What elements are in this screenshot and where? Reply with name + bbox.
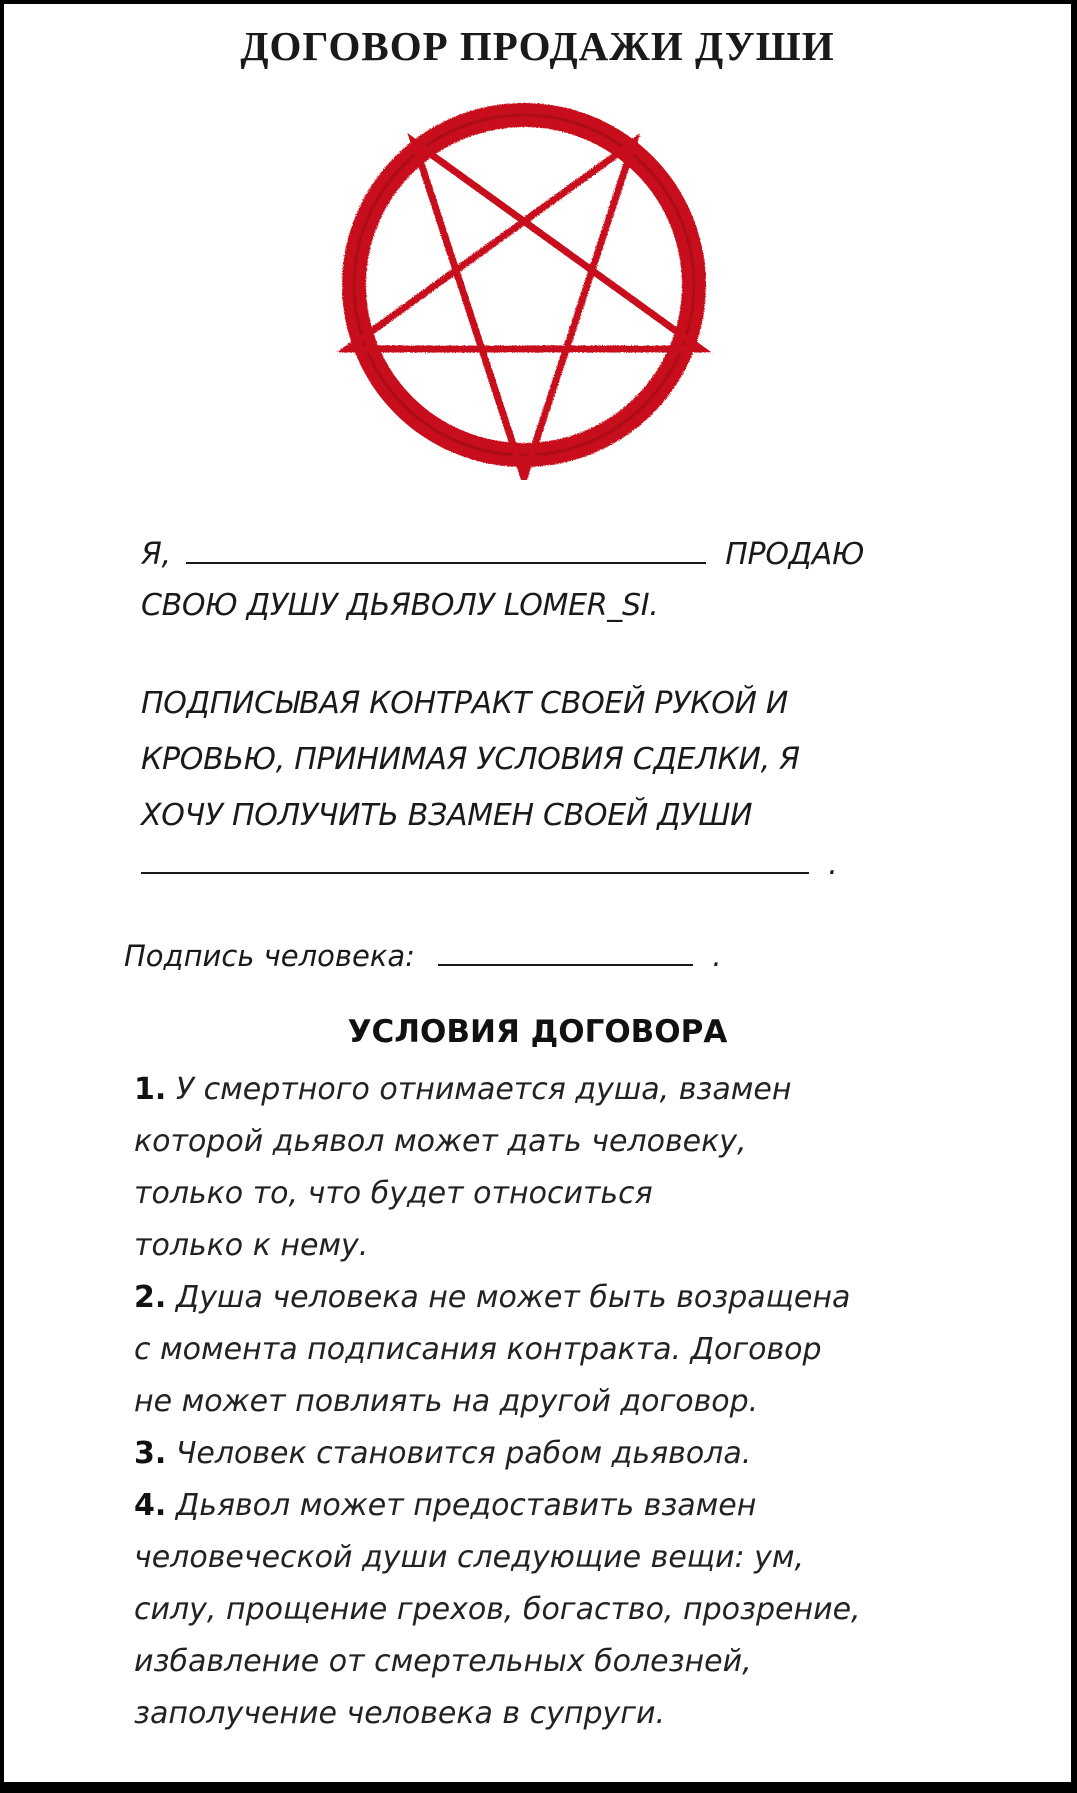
agreement-line: ХОЧУ ПОЛУЧИТЬ ВЗАМЕН СВОЕЙ ДУШИ (141, 798, 753, 833)
signature-blank-line (438, 934, 693, 966)
term-number: 1. (134, 1072, 167, 1107)
declaration-line-2: СВОЮ ДУШУ ДЬЯВОЛУ LOMER_SI. (141, 588, 659, 623)
agreement-line: КРОВЬЮ, ПРИНИМАЯ УСЛОВИЯ СДЕЛКИ, Я (141, 742, 800, 777)
declaration-line-1 (141, 532, 941, 572)
terms-list (134, 1064, 994, 1740)
term-line: только то, что будет относиться (134, 1176, 653, 1211)
pentagram-icon (329, 90, 719, 480)
term-line: с момента подписания контракта. Договор (134, 1332, 822, 1367)
term-item (134, 1064, 994, 1272)
term-number: 2. (134, 1280, 167, 1315)
term-text: У смертного отнимается душа, взамен (175, 1072, 792, 1107)
terms-title: УСЛОВИЯ ДОГОВОРА (347, 1014, 728, 1050)
declaration-suffix: ПРОДАЮ (725, 537, 865, 572)
term-line: только к нему. (134, 1228, 369, 1263)
term-line: человеческой души следующие вещи: ум, (134, 1540, 805, 1575)
agreement-line: ПОДПИСЫВАЯ КОНТРАКТ СВОЕЙ РУКОЙ И (141, 686, 789, 721)
term-line (134, 1272, 994, 1324)
term-line (134, 1480, 994, 1532)
term-text: Дьявол может предоставить взамен (175, 1488, 757, 1523)
document-title: ДОГОВОР ПРОДАЖИ ДУШИ (240, 23, 835, 69)
term-line: заполучение человека в супруги. (134, 1696, 666, 1731)
term-text: Душа человека не может быть возращена (175, 1280, 851, 1315)
term-line (134, 1428, 994, 1480)
wish-end-mark: . (828, 847, 838, 882)
contract-sheet (4, 4, 1071, 1782)
declaration-prefix: Я, (141, 537, 171, 572)
term-line: которой дьявол может дать человеку, (134, 1124, 747, 1159)
signature-label: Подпись человека: (124, 939, 415, 973)
term-number: 3. (134, 1436, 167, 1471)
signature-row (124, 934, 722, 973)
term-line: не может повлиять на другой договор. (134, 1384, 759, 1419)
agreement-paragraph (141, 676, 941, 844)
name-blank-line (186, 532, 706, 564)
term-line (134, 1064, 994, 1116)
term-line: силу, прощение грехов, богаство, прозрение, (134, 1592, 861, 1627)
wish-blank-row (141, 842, 838, 882)
term-item (134, 1428, 994, 1480)
term-item (134, 1272, 994, 1428)
wish-blank-line (141, 842, 809, 874)
signature-end-mark: . (712, 939, 722, 973)
term-text: Человек становится рабом дьявола. (175, 1436, 752, 1471)
term-item (134, 1480, 994, 1740)
term-line: избавление от смертельных болезней, (134, 1644, 752, 1679)
term-number: 4. (134, 1488, 167, 1523)
